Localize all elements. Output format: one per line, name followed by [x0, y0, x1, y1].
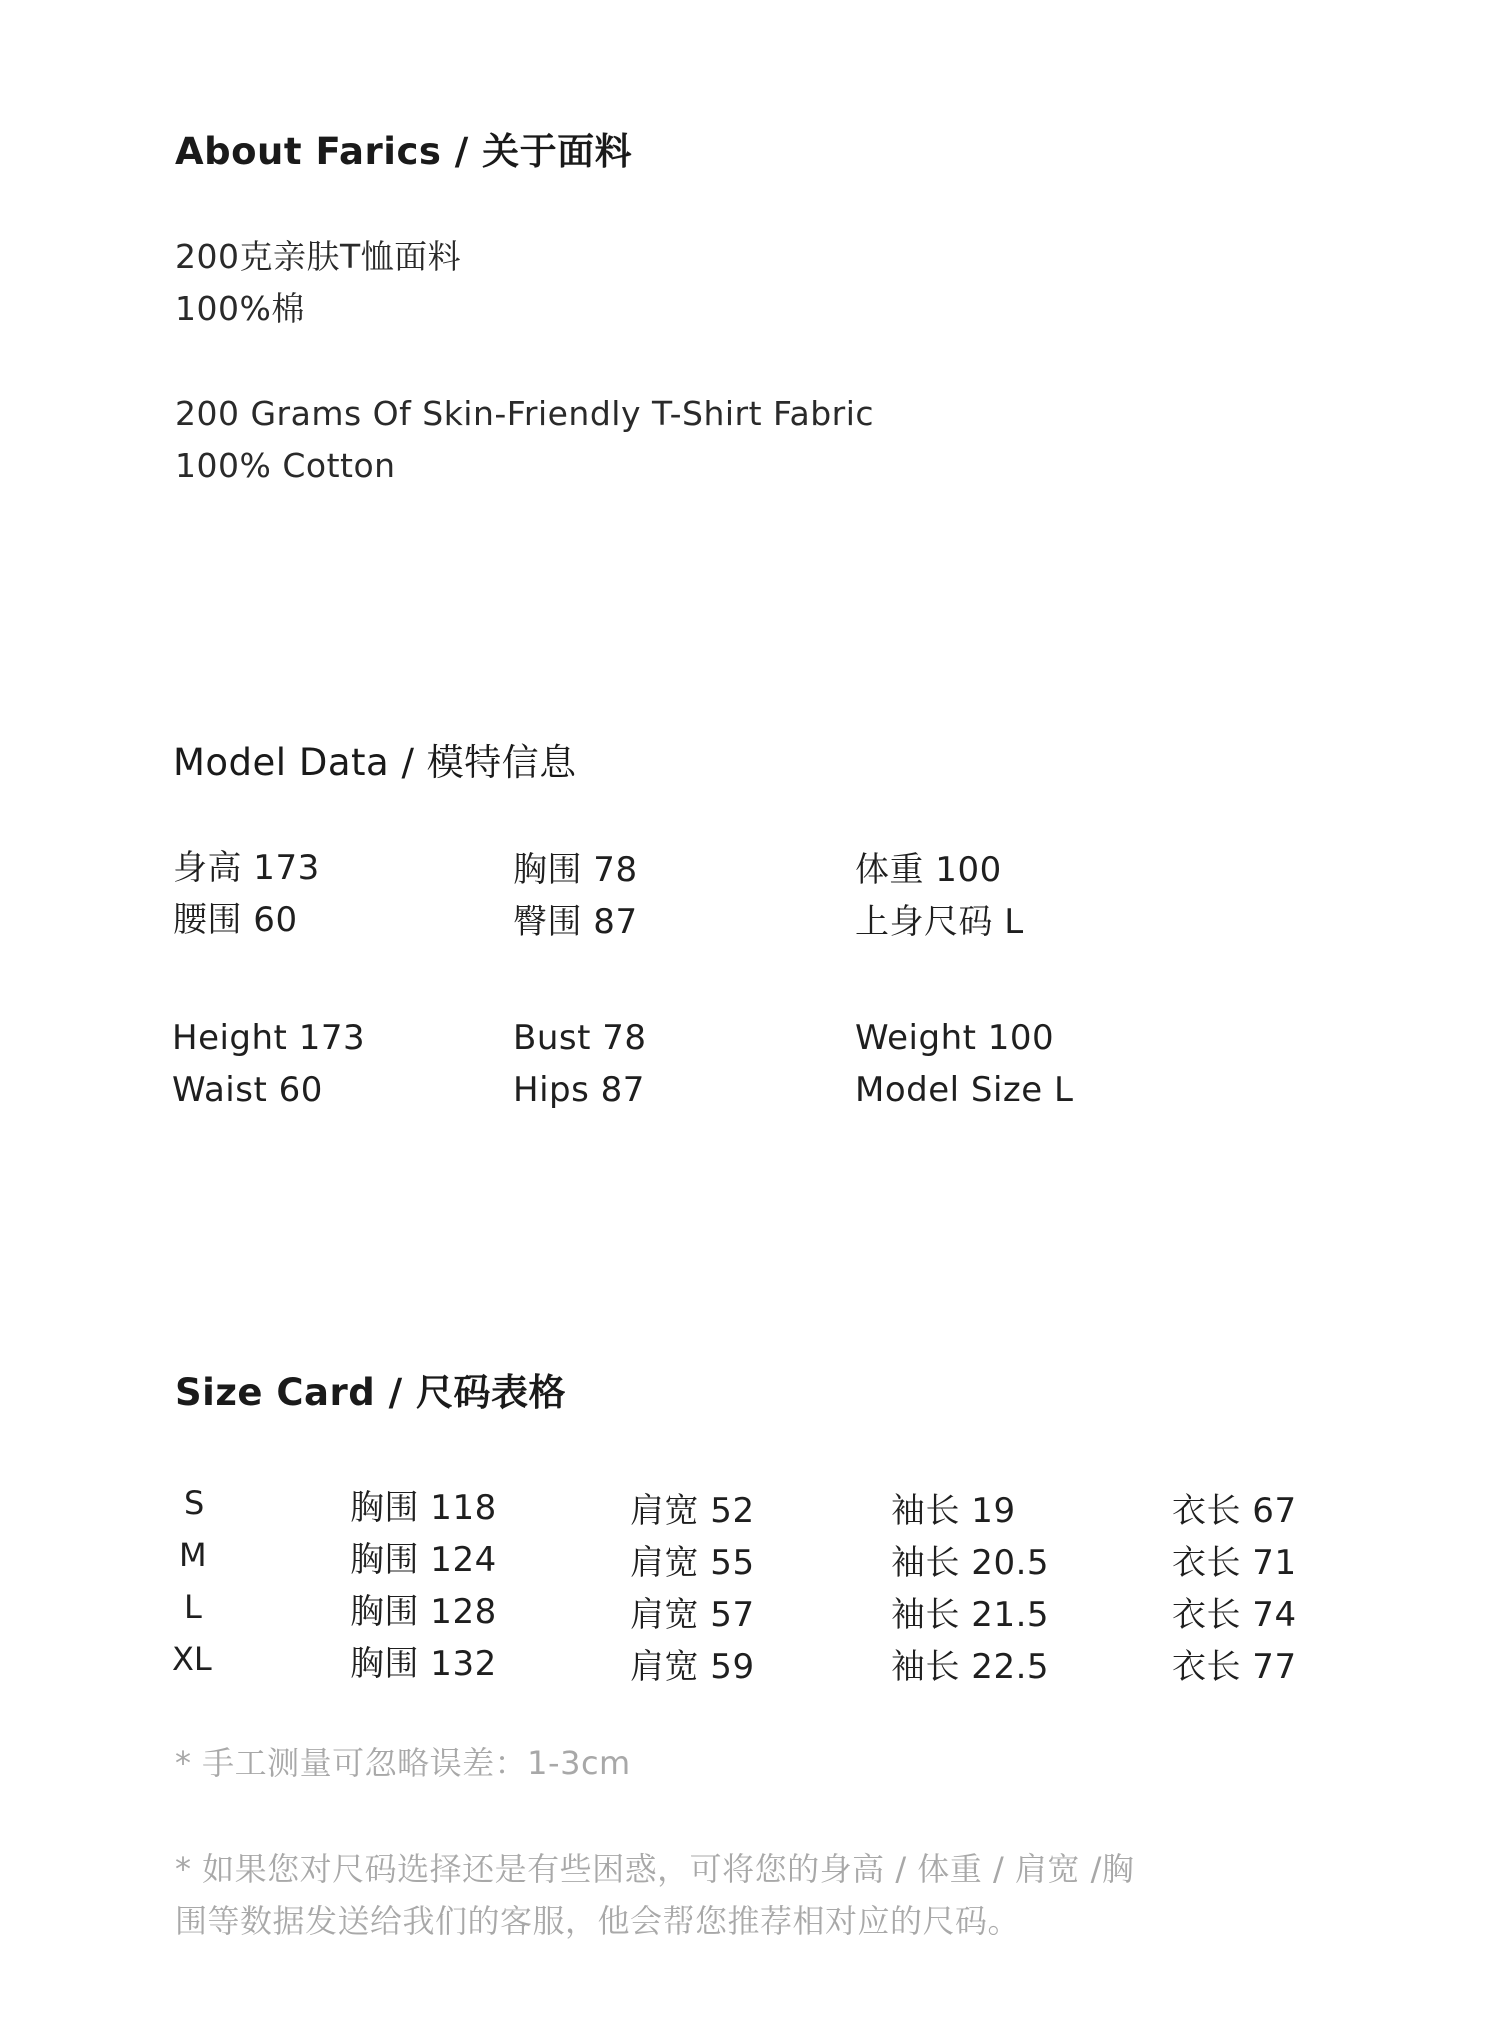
size-label-s: S: [184, 1484, 205, 1522]
size-l-shoulder: 肩宽 57: [630, 1595, 755, 1635]
fabric-en-line1: 200 Grams Of Skin-Friendly T-Shirt Fabric: [175, 394, 875, 433]
fabric-en-line2: 100% Cotton: [175, 446, 396, 485]
fabric-cn-line1: 200克亲肤T恤面料: [175, 237, 462, 276]
size-l-sleeve: 袖长 21.5: [891, 1595, 1050, 1635]
model-en-size: Model Size L: [855, 1070, 1074, 1110]
model-cn-hips: 臀围 87: [513, 902, 638, 942]
size-xl-chest: 胸围 132: [350, 1644, 497, 1684]
size-label-l: L: [184, 1588, 202, 1626]
size-l-chest: 胸围 128: [350, 1592, 497, 1632]
model-cn-weight: 体重 100: [855, 850, 1002, 890]
size-xl-shoulder: 肩宽 59: [630, 1647, 755, 1687]
model-heading: Model Data / 模特信息: [173, 741, 577, 784]
model-cn-height: 身高 173: [173, 848, 320, 888]
fabric-heading: About Farics / 关于面料: [175, 130, 633, 173]
model-cn-waist: 腰围 60: [173, 900, 298, 940]
model-en-hips: Hips 87: [513, 1070, 645, 1110]
model-en-waist: Waist 60: [172, 1070, 323, 1110]
size-m-shoulder: 肩宽 55: [630, 1543, 755, 1583]
size-s-chest: 胸围 118: [350, 1488, 497, 1528]
size-m-chest: 胸围 124: [350, 1540, 497, 1580]
model-en-height: Height 173: [172, 1018, 366, 1058]
size-m-length: 衣长 71: [1172, 1543, 1297, 1583]
model-cn-bust: 胸围 78: [513, 850, 638, 890]
size-l-length: 衣长 74: [1172, 1595, 1297, 1635]
model-en-weight: Weight 100: [855, 1018, 1055, 1058]
size-xl-length: 衣长 77: [1172, 1647, 1297, 1687]
model-cn-size: 上身尺码 L: [855, 902, 1024, 942]
size-m-sleeve: 袖长 20.5: [891, 1543, 1050, 1583]
size-label-m: M: [179, 1536, 207, 1574]
size-help-note-line1: * 如果您对尺码选择还是有些困惑，可将您的身高 / 体重 / 肩宽 /胸: [175, 1850, 1135, 1888]
size-s-shoulder: 肩宽 52: [630, 1491, 755, 1531]
size-card-heading: Size Card / 尺码表格: [175, 1371, 566, 1414]
measurement-note: * 手工测量可忽略误差：1-3cm: [175, 1744, 631, 1782]
size-help-note-line2: 围等数据发送给我们的客服，他会帮您推荐相对应的尺码。: [175, 1902, 1021, 1940]
size-s-sleeve: 袖长 19: [891, 1491, 1016, 1531]
size-label-xl: XL: [172, 1640, 212, 1678]
size-s-length: 衣长 67: [1172, 1491, 1297, 1531]
size-xl-sleeve: 袖长 22.5: [891, 1647, 1050, 1687]
fabric-cn-line2: 100%棉: [175, 289, 305, 328]
model-en-bust: Bust 78: [513, 1018, 647, 1058]
